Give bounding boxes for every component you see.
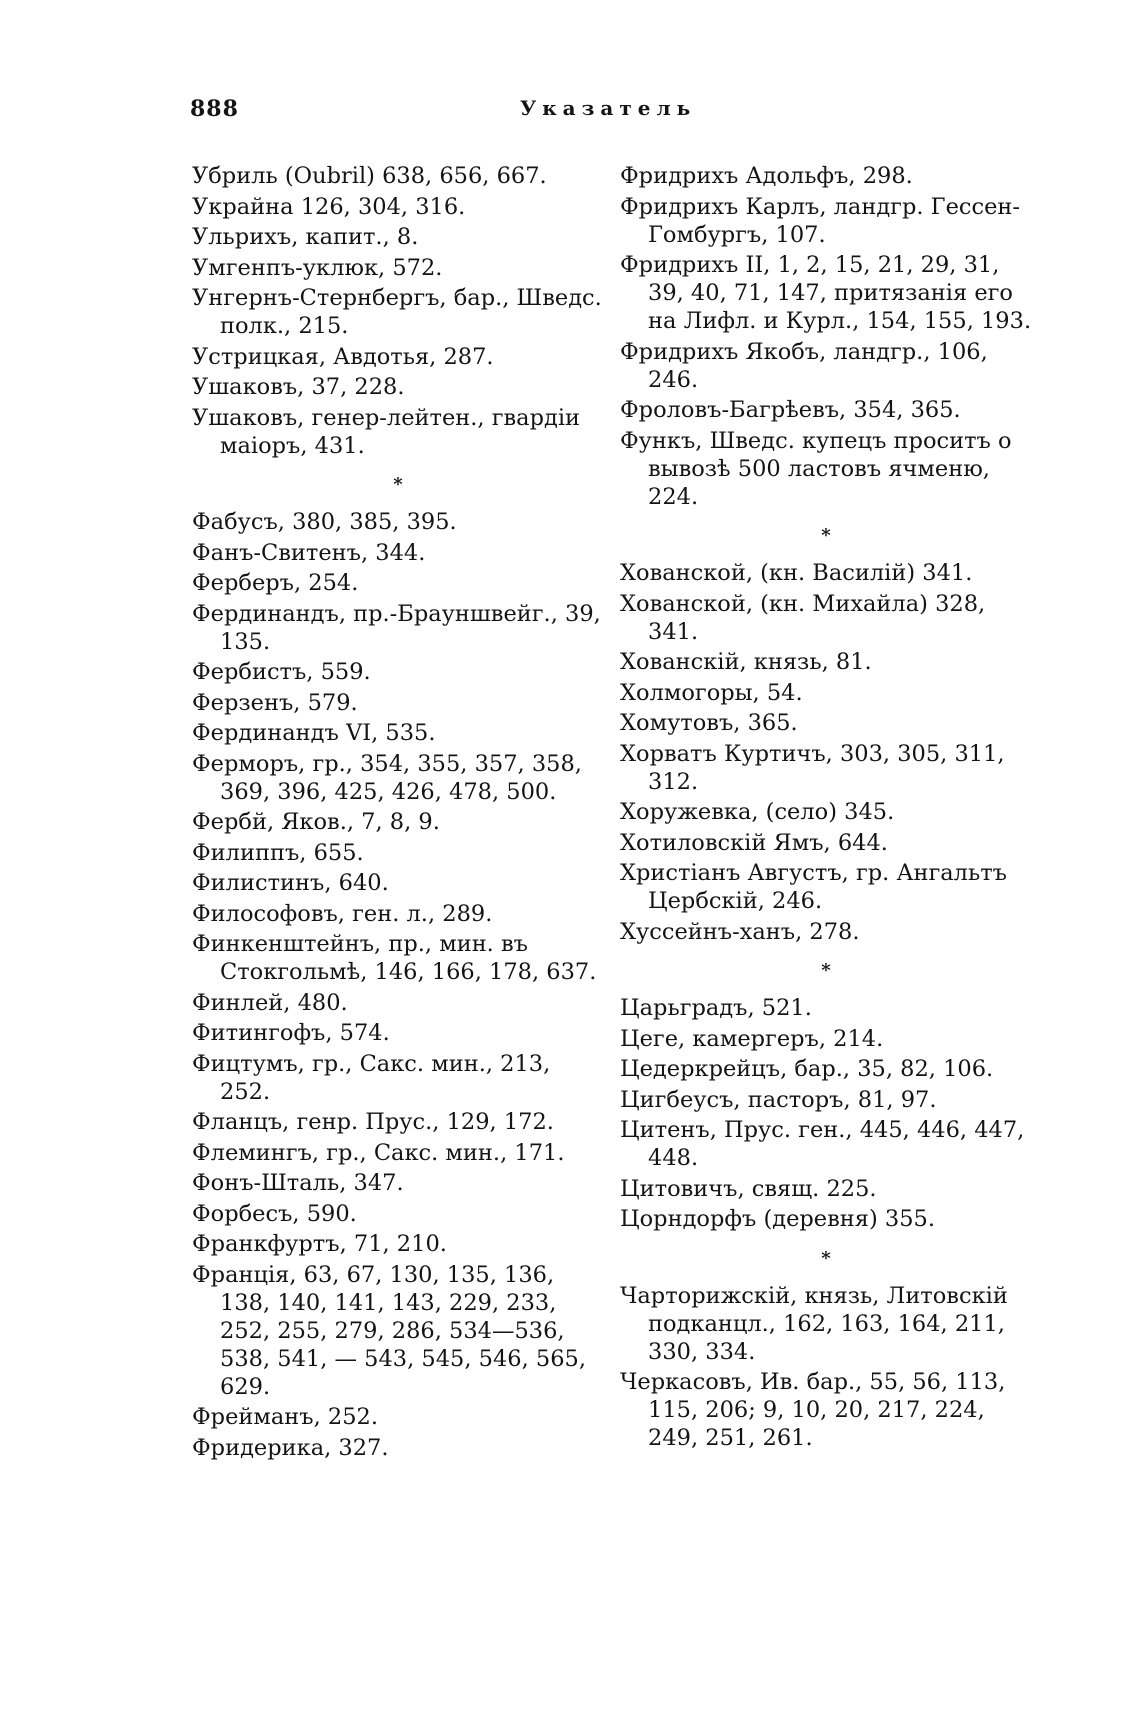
index-column-right [620,162,1032,1455]
index-entry: Фабусъ, 380, 385, 395. [192,509,457,535]
index-entry: Хотиловскій Ямъ, 644. [620,829,888,856]
index-entry: Форбесъ, 590. [192,1200,357,1227]
index-entry: Цорндорфъ (деревня) 355. [620,1206,935,1232]
index-entry: Цитенъ, Прус. ген., 445, 446, 447, 448. [620,1117,1025,1171]
index-entry: Цедеркрейцъ, бар., 35, 82, 106. [620,1056,994,1082]
index-entry: Фридрихъ II, 1, 2, 15, 21, 29, 31, 39, 40, 71, 147, притязанія его на Лифл. и Курл., 154, 155, 193. [620,252,1032,334]
index-entry: Унгернъ-Стернбергъ, бар., Шведс. полк., 215. [192,285,602,339]
index-entry: Фердинандъ VI, 535. [192,720,436,746]
index-entry: Финкенштейнъ, пр., мин. въ Стокгольмѣ, 146, 166, 178, 637. [192,931,597,985]
index-entry: Фридрихъ Якобъ, ландгр., 106, 246. [620,338,988,393]
index-entry: Убриль (Oubril) 638, 656, 667. [192,163,547,189]
index-entry: Фитингофъ, 574. [192,1020,390,1046]
index-entry: Фридерика, 327. [192,1434,389,1461]
index-entry: Хорватъ Куртичъ, 303, 305, 311, 312. [620,740,1005,795]
index-entry: Ульрихъ, капит., 8. [192,224,419,250]
index-entry: Хованскій, князь, 81. [620,649,872,675]
page-number: 888 [190,96,239,122]
index-entry: Цитовичъ, свящ. 225. [620,1175,877,1202]
index-entry: Хованской, (кн. Василій) 341. [620,560,973,586]
index-entry: Хованской, (кн. Михайла) 328, 341. [620,590,986,645]
index-column-left [192,162,604,1464]
index-entry: Фанъ-Свитенъ, 344. [192,539,426,566]
index-entry: Фроловъ-Багрѣевъ, 354, 365. [620,397,961,423]
index-entry: Фербистъ, 559. [192,659,371,685]
running-title: Указатель [520,96,697,120]
index-entry: Ферморъ, гр., 354, 355, 357, 358, 369, 396, 425, 426, 478, 500. [192,750,582,805]
index-entry: Фонъ-Шталь, 347. [192,1170,404,1196]
index-entry: Хоружевка, (село) 345. [620,799,895,825]
index-entry: Фицтумъ, гр., Сакс. мин., 213, 252. [192,1050,551,1105]
index-entry: Христіанъ Августъ, гр. Ангальтъ Цербскій, 246. [620,860,1007,914]
index-entry: Функъ, Шведс. купецъ проситъ о вывозѣ 500 ластовъ ячменю, 224. [620,427,1012,510]
index-entry: Ушаковъ, 37, 228. [192,374,405,400]
index-entry: Хуссейнъ-ханъ, 278. [620,918,860,945]
index-entry: Финлей, 480. [192,989,348,1016]
index-entry: Филиппъ, 655. [192,839,364,866]
index-entry: Умгенпъ-уклюк, 572. [192,254,443,281]
index-entry: Фрейманъ, 252. [192,1404,379,1430]
index-entry: Франкфуртъ, 71, 210. [192,1231,447,1257]
index-entry: Фербй, Яков., 7, 8, 9. [192,809,440,835]
index-entry: Ушаковъ, генер-лейтен., гвардіи маіоръ, 431. [192,404,581,459]
index-entry: Франція, 63, 67, 130, 135, 136, 138, 140, 141, 143, 229, 233, 252, 255, 279, 286, 534—536, 538, 541, — 543, 545, 546, 565, 629. [192,1261,586,1400]
index-entry: Ферберъ, 254. [192,570,359,596]
index-entry: Цеге, камергеръ, 214. [620,1025,884,1052]
index-entry: Цигбеусъ, пасторъ, 81, 97. [620,1086,937,1113]
index-entry: Холмогоры, 54. [620,679,803,706]
index-entry: Хомутовъ, 365. [620,710,798,736]
section-separator-asterisk: * [821,960,831,981]
index-entry: Царьградъ, 521. [620,995,812,1021]
index-entry: Философовъ, ген. л., 289. [192,900,493,927]
index-entry: Черкасовъ, Ив. бар., 55, 56, 113, 115, 206; 9, 10, 20, 217, 224, 249, 251, 261. [620,1369,1006,1451]
index-entry: Фланцъ, генр. Прус., 129, 172. [192,1109,554,1135]
index-entry: Филистинъ, 640. [192,870,389,896]
section-separator-asterisk: * [821,525,831,546]
index-entry: Фердинандъ, пр.-Брауншвейг., 39, 135. [192,600,601,655]
index-entry: Ферзенъ, 579. [192,689,358,716]
index-entry: Украйна 126, 304, 316. [192,193,466,220]
index-entry: Фридрихъ Карлъ, ландгр. Гессен-Гомбургъ, 107. [620,193,1021,248]
index-entry: Флемингъ, гр., Сакс. мин., 171. [192,1139,565,1166]
index-entry: Устрицкая, Авдотья, 287. [192,343,494,370]
index-entry: Чарторижскій, князь, Литовскій подканцл., 162, 163, 164, 211, 330, 334. [620,1282,1008,1365]
section-separator-asterisk: * [821,1247,831,1269]
index-entry: Фридрихъ Адольфъ, 298. [620,163,913,189]
section-separator-asterisk: * [393,474,403,495]
